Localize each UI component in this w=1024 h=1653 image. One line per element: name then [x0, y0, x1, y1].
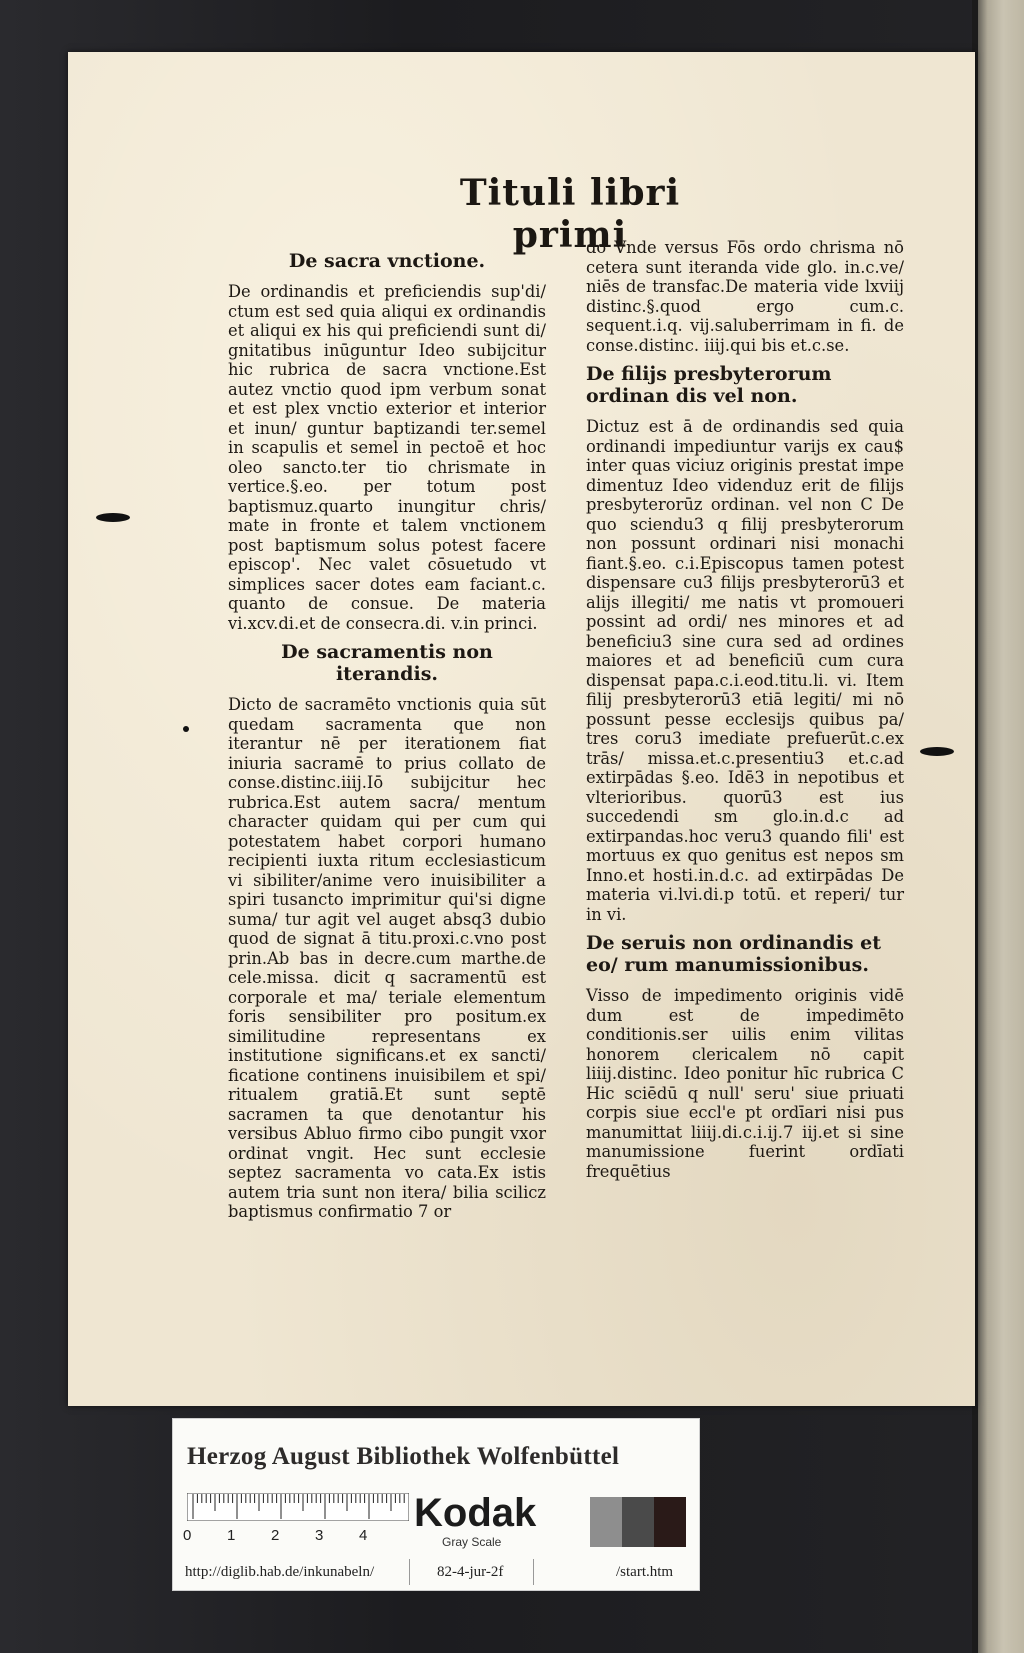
section-paragraph: Dicto de sacramēto vnctionis quia sūt quedam sacramenta que non iterantur nē per iterationem fiat iniuria sacramē to prius collato de conse.distinc.iiij.Iō subijcitur hec rubrica.Est autem sacra/ mentum character quidam qui per cum qui potestatem habet corpori humano recipienti iuxta ritum ecclesiasticum vi sibiliter/anime vero inuisibiliter a spiri tusancto imprimitur qui'si digne suma/ tur agit vel auget absq3 dubio quod de signat ā titu.proxi.c.vno post prin.Ab bas in decre.cum marthe.de cele.missa. dicit q sacramentū est corporale et ma/ teriale elementum foris sensibiliter pro positum.ex similitudine representans ex institutione significans.et ex sancti/ ficatione continens inuisibilem et spi/ ritualem gratiā.Et sunt septē sacramen ta que denotantur his versibus Abluo firmo cibo pungit vxor ordinat vngit. Hec sunt ecclesie septez sacramenta vo cata.Ex istis autem tria sunt non itera/ bilia scilicz baptismus confirmatio 7 or	[228, 695, 546, 1221]
ruler-number: 1	[227, 1527, 236, 1544]
source-url: http://diglib.hab.de/inkunabeln/	[185, 1564, 375, 1580]
adjacent-page-edge	[972, 0, 1024, 1653]
section-paragraph: Visso de impedimento originis vidē dum est de impedimēto conditionis.ser uilis enim vilitas honorem clericalem nō capit liiij.distinc. Ideo ponitur hīc rubrica C Hic sciēdū q null' seru' siue priuati corpis siue eccl'e pt ordīari nisi pus manumittat liiij.di.c.i.ij.7 iij.et si sine manumissione fuerint ordīati frequētius	[586, 986, 904, 1181]
section-heading: De sacra vnctione.	[288, 250, 486, 272]
section-heading: De seruis non ordinandis et eo/ rum manumissionibus.	[586, 932, 882, 976]
gray-swatches	[590, 1497, 686, 1547]
gray-scale-label: Gray Scale	[442, 1535, 502, 1549]
divider	[533, 1559, 534, 1585]
ruler-numbers	[183, 1527, 383, 1547]
ruler-number: 0	[183, 1527, 192, 1544]
gray-swatch	[622, 1497, 654, 1547]
ruler-number: 2	[271, 1527, 280, 1544]
section-paragraph: Dictuz est ā de ordinandis sed quia ordinandi impediuntur varijs ex cau$ inter quas viciuz originis prestat impe dimentuz Ideo videnduz erit de filijs presbyterorūz ordinan. vel non C De quo sciendu3 q filij presbyterorum non possunt ordinari nisi monachi fiant.§.eo. c.i.Episcopus tamen potest dispensare cu3 filijs presbyterorū3 et alijs illegiti/ me natis vt promoueri possint ad ordi/ nes minores et ad beneficiu3 sine cura sed ad ordines maiores et ad beneficiū cum cura dispensat papa.c.i.eod.titu.li. vi. Item filij presbyterorū3 etiā legiti/ mi nō possunt pesse ecclesijs quibus pa/ tres coru3 imediate prefuerūt.c.ex trās/ missa.et.c.presentiu3 et.c.ad extirpādas §.eo. Idē3 in nepotibus et vlterioribus. quorū3 est ius succedendi sm glo.in.d.c ad extirpandas.hoc veru3 quando fili' est mortuus ex quo genitus est nepos sm Inno.et hosti.in.d.c. ad extirpādas De materia vi.lvi.di.p totū. et reperi/ tur in vi.	[586, 417, 904, 924]
ink-blot	[183, 726, 189, 732]
ruler-number: 3	[315, 1527, 324, 1544]
page-title: Tituli libri primi	[459, 172, 681, 256]
ruler-number: 4	[359, 1527, 368, 1544]
start-link[interactable]: /start.htm	[616, 1564, 674, 1580]
kodak-logo	[410, 1491, 545, 1547]
library-title: Herzog August Bibliothek Wolfenbüttel	[187, 1443, 620, 1470]
scale-ruler	[187, 1493, 409, 1521]
gray-swatch	[654, 1497, 686, 1547]
left-column	[228, 246, 546, 1230]
divider	[409, 1559, 410, 1585]
ink-blot	[96, 513, 130, 522]
kodak-brand: Kodak	[414, 1491, 537, 1535]
gray-swatch	[590, 1497, 622, 1547]
reference-card	[172, 1418, 700, 1591]
section-paragraph: do Vnde versus Fōs ordo chrisma nō cetera sunt iteranda vide glo. in.c.ve/ niēs de transfac.De materia vide lxviij distinc.§.quod ergo cum.c. sequent.i.q. vij.saluberrimam in fi. de conse.distinc. iiij.qui bis et.c.se.	[586, 238, 904, 355]
right-column	[586, 238, 904, 1189]
section-heading: De filijs presbyterorum ordinan dis vel non.	[586, 363, 832, 407]
section-heading: De sacramentis non iterandis.	[281, 641, 493, 685]
ink-blot	[920, 747, 954, 756]
shelfmark: 82-4-jur-2f	[437, 1564, 504, 1580]
section-paragraph: De ordinandis et preficiendis sup'di/ ctum est sed quia aliqui ex ordinandis et aliqui ex his qui preficiendi sunt di/ gnitatibus inūguntur Ideo subijcitur hic rubrica de sacra vnctione.Est autez vnctio quod ipm verbum sonat et est plex vnctio exterior et interior et inun/ guntur baptizandi ter.semel in scapulis et semel in pectoē et hoc oleo sancto.ter tio chrismate in vertice.§.eo. per totum post baptismuz.quarto inungitur chris/ mate in fronte et talem vnctionem post baptismum solus potest facere episcop'. Nec valet cōsuetudo vt simplices sacer dotes eam faciant.c. quanto de consue. De materia vi.xcv.di.et de consecra.di. v.in princi.	[228, 282, 546, 633]
